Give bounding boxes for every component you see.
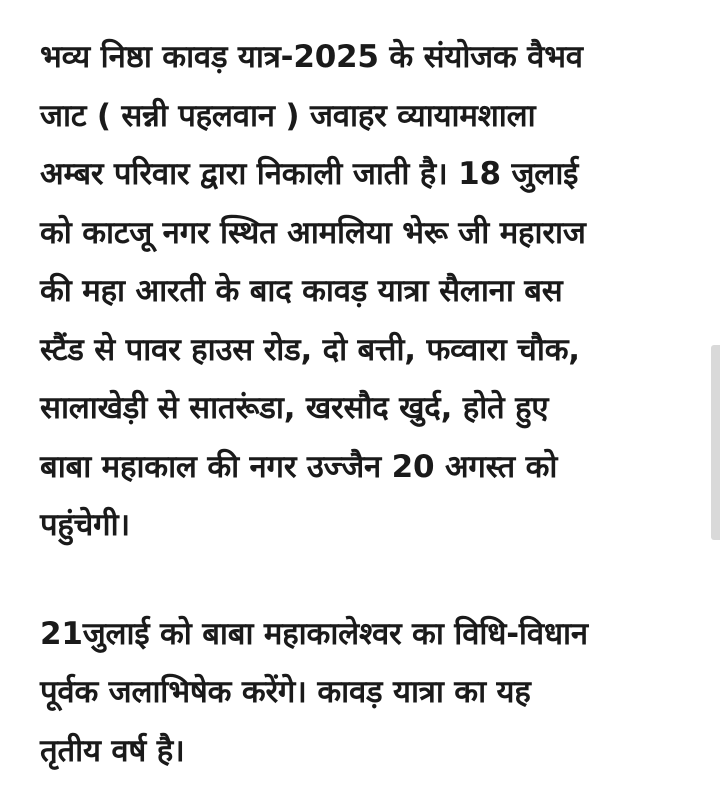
scrollbar-thumb[interactable] [711, 345, 720, 540]
text-line: की महा आरती के बाद कावड़ यात्रा सैलाना बस [40, 273, 563, 309]
paragraph-2 [40, 605, 680, 781]
text-line: पूर्वक जलाभिषेक करेंगे। कावड़ यात्रा का यह [40, 674, 531, 710]
text-line: सालाखेड़ी से सातरूंडा, खरसौद खुर्द, होते हुए [40, 390, 549, 426]
text-line: पहुंचेगी। [40, 507, 130, 543]
paragraph-spacer [40, 555, 680, 605]
text-line: तृतीय वर्ष है। [40, 732, 185, 769]
text-line: जाट ( सन्नी पहलवान ) जवाहर व्यायामशाला [40, 97, 536, 134]
text-line: भव्य निष्ठा कावड़ यात्र-2025 के संयोजक वैभव [40, 39, 583, 75]
text-line: स्टैंड से पावर हाउस रोड, दो बत्ती, फव्वारा चौक, [40, 331, 580, 368]
text-line: बाबा महाकाल की नगर उज्जैन 20 अगस्त को [40, 448, 558, 485]
text-line: अम्बर परिवार द्वारा निकाली जाती है। 18 जुलाई [40, 156, 579, 192]
text-line: को काटजू नगर स्थित आमलिया भेरू जी महाराज [40, 214, 586, 251]
text-line: 21जुलाई को बाबा महाकालेश्वर का विधि-विधान [40, 615, 588, 652]
article-body [40, 28, 680, 780]
paragraph-1 [40, 28, 680, 555]
